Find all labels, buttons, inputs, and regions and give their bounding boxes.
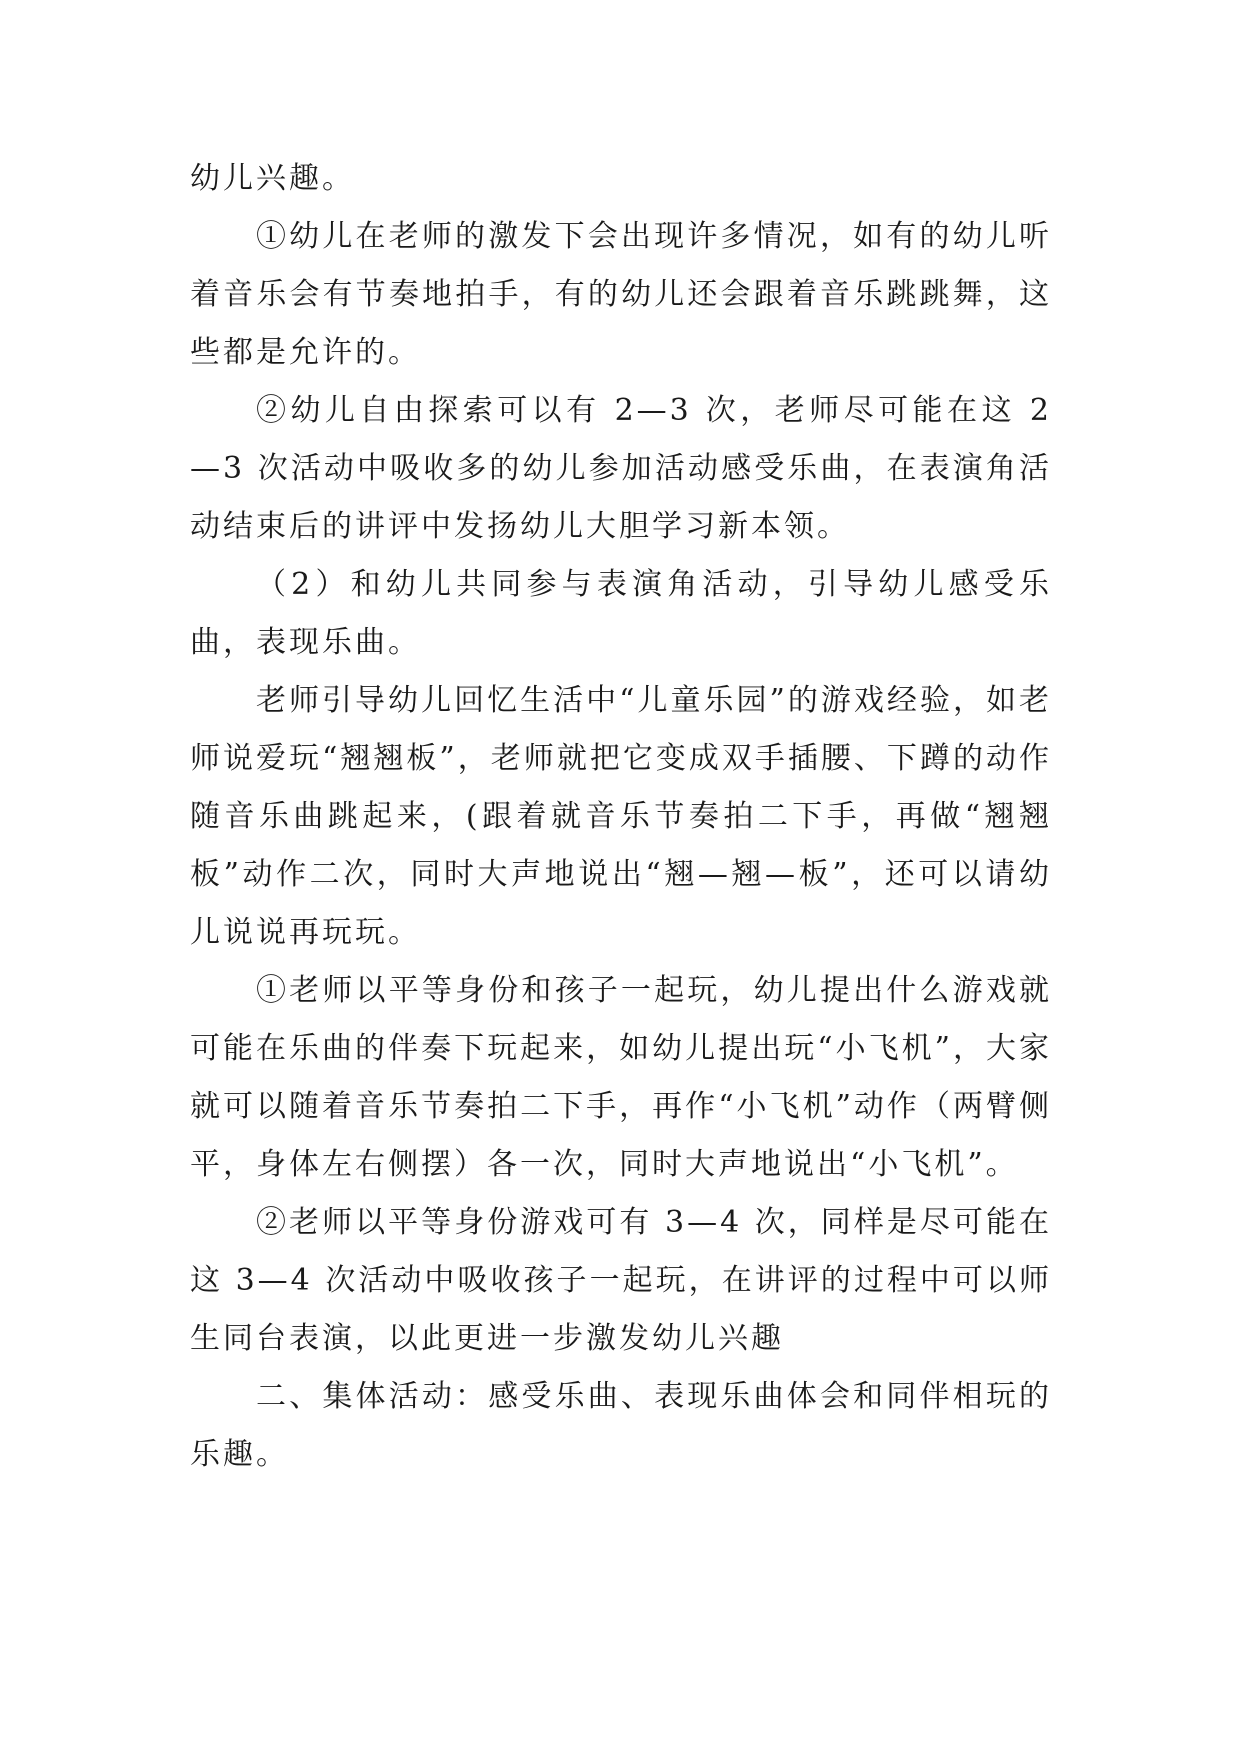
- paragraph: 二、集体活动：感受乐曲、表现乐曲体会和同伴相玩的乐趣。: [190, 1379, 1052, 1472]
- paragraph: （2）和幼儿共同参与表演角活动，引导幼儿感受乐曲，表现乐曲。: [190, 567, 1052, 660]
- paragraph: ②老师以平等身份游戏可有 3—4 次，同样是尽可能在这 3—4 次活动中吸收孩子一起玩，在讲评的过程中可以师生同台表演，以此更进一步激发幼儿兴趣: [190, 1205, 1052, 1356]
- paragraph: ①幼儿在老师的激发下会出现许多情况，如有的幼儿听着音乐会有节奏地拍手，有的幼儿还会跟着音乐跳跳舞，这些都是允许的。: [190, 219, 1052, 370]
- paragraph: 老师引导幼儿回忆生活中“儿童乐园”的游戏经验，如老师说爱玩“翘翘板”，老师就把它变成双手插腰、下蹲的动作随音乐曲跳起来，(跟着就音乐节奏拍二下手，再做“翘翘板”动作二次，同时大声地说出“翘—翘—板”，还可以请幼儿说说再玩玩。: [190, 683, 1052, 950]
- document-body: [190, 150, 1052, 1484]
- paragraph: ②幼儿自由探索可以有 2—3 次，老师尽可能在这 2—3 次活动中吸收多的幼儿参加活动感受乐曲，在表演角活动结束后的讲评中发扬幼儿大胆学习新本领。: [190, 393, 1052, 544]
- paragraph: ①老师以平等身份和孩子一起玩，幼儿提出什么游戏就可能在乐曲的伴奏下玩起来，如幼儿提出玩“小飞机”，大家就可以随着音乐节奏拍二下手，再作“小飞机”动作（两臂侧平，身体左右侧摆）各一次，同时大声地说出“小飞机”。: [190, 973, 1052, 1182]
- paragraph: 幼儿兴趣。: [190, 161, 355, 196]
